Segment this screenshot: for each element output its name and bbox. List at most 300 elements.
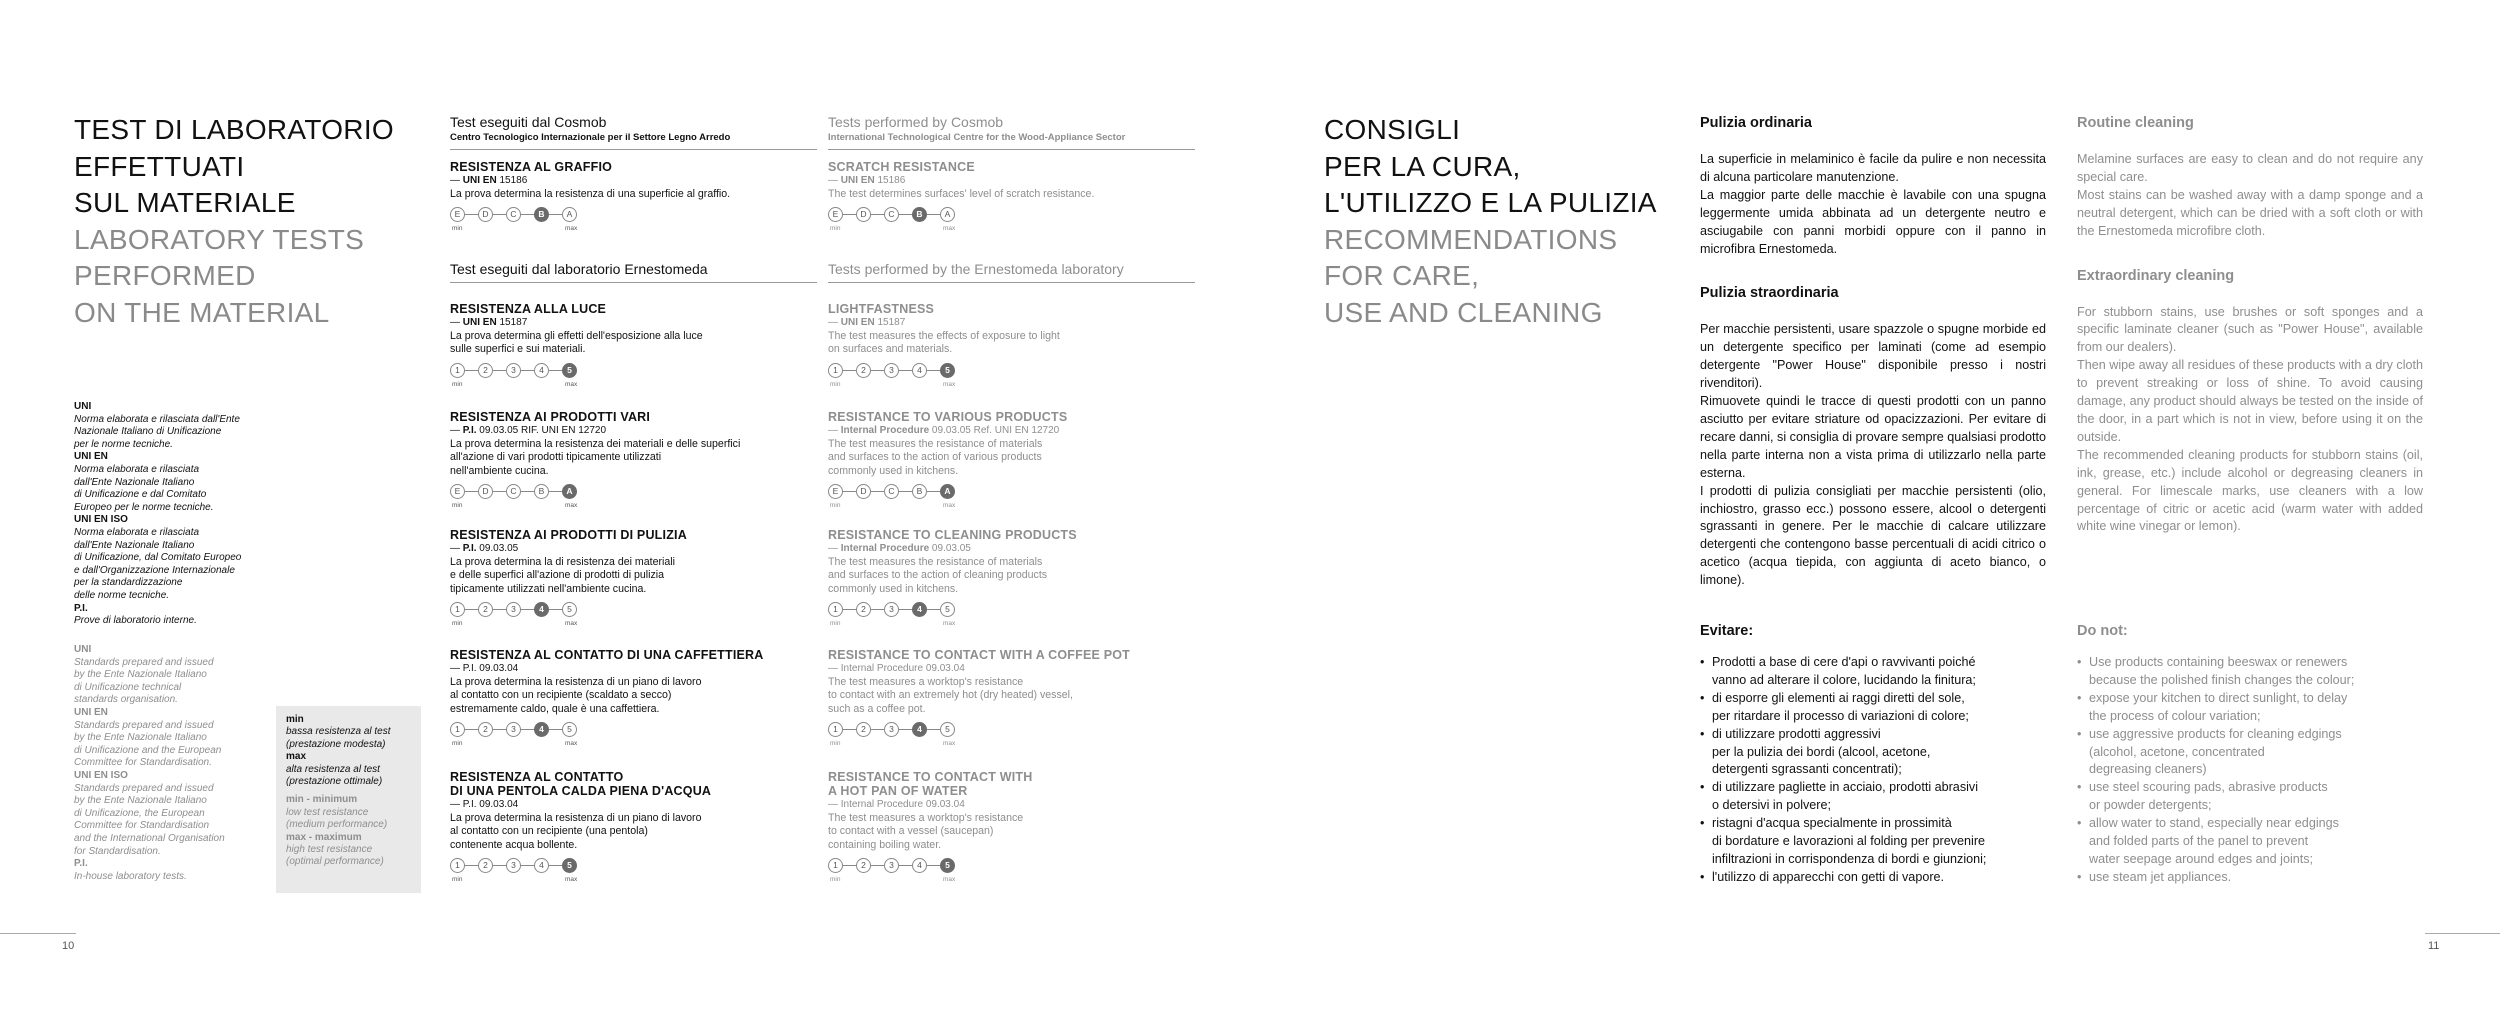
- scale-connector: [927, 370, 940, 371]
- test-title: RESISTANCE TO CONTACT WITH A COFFEE POT: [828, 648, 1131, 662]
- scale-step: C: [884, 484, 899, 499]
- minmax-desc: (prestazione ottimale): [286, 776, 383, 788]
- scale-connector: [871, 729, 884, 730]
- minmax-term: min - minimum: [286, 794, 358, 806]
- legend-term: UNI EN: [74, 706, 108, 718]
- scale-step: 2: [856, 858, 871, 873]
- hero-line-en: RECOMMENDATIONS: [1324, 223, 1618, 255]
- min-label: min: [830, 620, 841, 628]
- test-standard: — P.I. 09.03.04: [450, 663, 519, 674]
- test-title: RESISTENZA AL CONTATTO DI UNA CAFFETTIERA: [450, 648, 764, 662]
- test-description: al contatto con un recipiente (una pentola): [450, 825, 648, 838]
- scale-connector: [493, 609, 506, 610]
- hero-line: EFFETTUATI: [74, 150, 245, 182]
- paragraph: Melamine surfaces are easy to clean and do not require any special care.: [2077, 152, 2423, 184]
- section-heading: Pulizia straordinaria: [1700, 285, 1839, 302]
- test-description: to contact with an extremely hot (dry heated) vessel,: [828, 689, 1073, 702]
- section-title: Tests performed by the Ernestomeda laboratory: [828, 261, 1124, 277]
- scale-step: 1: [828, 858, 843, 873]
- scale-step-selected: 4: [534, 722, 549, 737]
- legend-desc: di Unificazione e dal Comitato: [74, 489, 207, 501]
- test-description: La prova determina la resistenza di una superficie al graffio.: [450, 187, 731, 200]
- test-standard: — UNI EN 15187: [828, 317, 906, 328]
- scale-connector: [465, 491, 478, 492]
- max-label: max: [565, 620, 578, 628]
- paragraph: Per macchie persistenti, usare spazzole o spugne morbide ed un detergente specifico per laminati (come ad esempio detergente "Power House" disponibile presso i nostri rivenditori).: [1700, 322, 2046, 391]
- bullet-text: • expose your kitchen to direct sunlight, to delay the process of colour variation;: [2089, 690, 2348, 723]
- test-standard: — UNI EN 15186: [450, 175, 528, 186]
- test-description: commonly used in kitchens.: [828, 582, 959, 595]
- legend-desc: Norma elaborata e rilasciata: [74, 526, 200, 538]
- avoid-list: [2077, 654, 2423, 887]
- scale-connector: [927, 729, 940, 730]
- scale-connector: [843, 214, 856, 215]
- bullet-item: [1700, 654, 2046, 690]
- bullet-item: [1700, 690, 2046, 726]
- lab-header-it: [450, 262, 817, 283]
- scale-connector: [871, 491, 884, 492]
- scale-step-selected: 5: [562, 858, 577, 873]
- paragraph: The recommended cleaning products for stubborn stains (oil, ink, grease, etc.) include alcohol or degreasing cleaners in general. For limescale marks, use cleaners with a low percentage of citric or acetic acid (warm water with added white wine vinegar or lemon).: [2077, 447, 2423, 534]
- paragraph: La maggior parte delle macchie è lavabile con una spugna leggermente umida abbinata ad un detergente neutro e asciugabile con panni morbidi oppure con il panno in microfibra Ernestomeda.: [1700, 187, 2046, 256]
- test-block: [828, 648, 1198, 746]
- scale-connector: [871, 865, 884, 866]
- minmax-desc: bassa resistenza al test: [286, 726, 391, 738]
- scale-step: 4: [534, 363, 549, 378]
- divider: [828, 282, 1195, 283]
- minmax-term: max - maximum: [286, 831, 362, 843]
- scale-step: 1: [450, 363, 465, 378]
- legend-desc: In-house laboratory tests.: [74, 870, 187, 882]
- legend-desc: delle norme tecniche.: [74, 589, 170, 601]
- test-standard: — P.I. 09.03.05 RIF. UNI EN 12720: [450, 425, 607, 436]
- scale-connector: [521, 865, 534, 866]
- standard-code: P.I.: [462, 543, 477, 554]
- legend-desc: Nazionale Italiano di Unificazione: [74, 426, 222, 438]
- scale-connector: [521, 214, 534, 215]
- scale-step: 1: [450, 722, 465, 737]
- scale-step: C: [506, 207, 521, 222]
- section-heading: Extraordinary cleaning: [2077, 267, 2235, 284]
- scale-step-selected: B: [912, 207, 927, 222]
- scale-connector: [871, 214, 884, 215]
- rating-scale: [450, 858, 820, 873]
- legend-desc: and the International Organisation: [74, 832, 225, 844]
- test-description: The test measures the resistance of materials: [828, 437, 1043, 450]
- paragraph: For stubborn stains, use brushes or soft sponges and a specific laminate cleaner (such as "Power House", available from our dealers).: [2077, 304, 2423, 355]
- scale-connector: [927, 214, 940, 215]
- legend-desc: Standards prepared and issued: [74, 656, 214, 668]
- scale-step: E: [828, 484, 843, 499]
- rating-scale: [450, 722, 820, 737]
- max-label: max: [943, 380, 956, 388]
- test-standard: — Internal Procedure 09.03.04: [828, 663, 965, 674]
- divider: [828, 149, 1195, 150]
- paragraph-block: [1700, 321, 2046, 590]
- scale-connector: [549, 491, 562, 492]
- bullet-item: [1700, 869, 2046, 887]
- minmax-desc: high test resistance: [286, 844, 373, 856]
- test-block: [450, 528, 820, 626]
- standard-code: UNI EN: [462, 317, 497, 328]
- min-label: min: [830, 502, 841, 510]
- legend-desc: by the Ente Nazionale Italiano: [74, 732, 207, 744]
- scale-connector: [465, 729, 478, 730]
- test-description: The test measures a worktop's resistance: [828, 675, 1024, 688]
- hero-line-en: USE AND CLEANING: [1324, 296, 1603, 328]
- legend-desc: Norma elaborata e rilasciata dall'Ente: [74, 413, 240, 425]
- scale-connector: [843, 729, 856, 730]
- scale-connector: [899, 609, 912, 610]
- rating-scale: [450, 363, 820, 378]
- scale-step-selected: A: [940, 484, 955, 499]
- scale-connector: [549, 865, 562, 866]
- scale-step: 1: [828, 602, 843, 617]
- min-label: min: [452, 740, 463, 748]
- bullet-item: [2077, 690, 2423, 726]
- scale-connector: [521, 491, 534, 492]
- max-label: max: [565, 380, 578, 388]
- paragraph: Rimuovete quindi le tracce di questi prodotti con un panno asciutto per evitare striature od opacizzazioni. Per evitare di recare danni, si consiglia di provare sempre qualsiasi prodotto nella parte interna non a vista prima di utilizzarlo nella parte esterna.: [1700, 394, 2046, 480]
- scale-min-max: [828, 222, 1198, 231]
- test-description: La prova determina la di resistenza dei materiali: [450, 555, 675, 568]
- test-description: e delle superfici all'azione di prodotti di pulizia: [450, 569, 665, 582]
- hero-line-en: LABORATORY TESTS: [74, 223, 365, 255]
- test-description: such as a coffee pot.: [828, 702, 926, 715]
- bullet-text: • Use products containing beeswax or renewers because the polished finish changes the colour;: [2089, 655, 2355, 687]
- standard-code: UNI EN: [840, 317, 875, 328]
- scale-step: B: [912, 484, 927, 499]
- min-label: min: [830, 225, 841, 233]
- standard-number: 15186: [499, 175, 528, 186]
- scale-connector: [465, 214, 478, 215]
- section-title: Test eseguiti dal laboratorio Ernestomeda: [450, 261, 708, 277]
- test-description: containing boiling water.: [828, 838, 942, 851]
- bullet-text: • use steam jet appliances.: [2089, 869, 2232, 884]
- max-label: max: [943, 502, 956, 510]
- scale-step: 5: [940, 722, 955, 737]
- legend-term: UNI: [74, 644, 92, 655]
- scale-connector: [843, 370, 856, 371]
- section-heading: Do not:: [2077, 623, 2128, 639]
- bullet-item: [2077, 779, 2423, 815]
- scale-step-selected: 5: [562, 363, 577, 378]
- bullet-item: [1700, 779, 2046, 815]
- paragraph-block: [2077, 151, 2423, 241]
- scale-step: E: [450, 207, 465, 222]
- max-label: max: [943, 620, 956, 628]
- scale-min-max: [828, 617, 1198, 626]
- bullet-item: [1700, 815, 2046, 869]
- test-description: and surfaces to the action of various products: [828, 451, 1042, 464]
- test-title: A HOT PAN OF WATER: [828, 784, 968, 798]
- scale-step: 5: [562, 722, 577, 737]
- test-block: [450, 648, 820, 746]
- test-description: La prova determina la resistenza di un piano di lavoro: [450, 675, 702, 688]
- test-description: contenente acqua bollente.: [450, 838, 578, 851]
- bullet-text: • use aggressive products for cleaning edgings (alcohol, acetone, concentrated degreasing cleaners): [2089, 726, 2342, 777]
- scale-step-selected: 4: [912, 722, 927, 737]
- minmax-desc: low test resistance: [286, 806, 369, 818]
- legend-desc: dall'Ente Nazionale Italiano: [74, 539, 195, 551]
- standard-number: Internal Procedure 09.03.04: [840, 663, 965, 674]
- paragraph: La superficie in melaminico è facile da pulire e non necessita di alcuna particolare manutenzione.: [1700, 152, 2046, 184]
- scale-connector: [549, 609, 562, 610]
- scale-connector: [899, 729, 912, 730]
- scale-step: D: [856, 484, 871, 499]
- scale-min-max: [828, 378, 1198, 387]
- legend-term: UNI EN: [74, 451, 108, 463]
- standard-number: Internal Procedure 09.03.04: [840, 799, 965, 810]
- minmax-desc: alta resistenza al test: [286, 763, 380, 775]
- scale-step: 2: [478, 722, 493, 737]
- scale-step: 2: [856, 602, 871, 617]
- max-label: max: [943, 740, 956, 748]
- test-title: DI UNA PENTOLA CALDA PIENA D'ACQUA: [450, 784, 712, 798]
- hero-line: PER LA CURA,: [1324, 150, 1521, 182]
- test-description: to contact with a vessel (saucepan): [828, 825, 994, 838]
- legend-desc: by the Ente Nazionale Italiano: [74, 669, 207, 681]
- scale-connector: [843, 609, 856, 610]
- test-description: La prova determina gli effetti dell'esposizione alla luce: [450, 329, 703, 342]
- test-title: RESISTANCE TO CONTACT WITH: [828, 770, 1033, 784]
- hero-line-en: PERFORMED: [74, 260, 256, 291]
- max-label: max: [565, 876, 578, 884]
- scale-step: 2: [856, 722, 871, 737]
- rating-scale: [828, 207, 1198, 222]
- bullet-text: • ristagni d'acqua specialmente in prossimità di bordature e lavorazioni al folding per prevenire infiltrazioni in corrispondenza di bordi e giunzioni;: [1712, 816, 1987, 866]
- scale-step: C: [884, 207, 899, 222]
- bullet-text: • di utilizzare prodotti aggressivi per la pulizia dei bordi (alcool, acetone, detergenti sgrassanti concentrati);: [1712, 726, 1931, 777]
- legend-english: [74, 644, 274, 883]
- test-title: RESISTENZA AI PRODOTTI VARI: [450, 410, 651, 424]
- scale-connector: [465, 865, 478, 866]
- scale-step-selected: A: [562, 484, 577, 499]
- scale-step-selected: 5: [940, 858, 955, 873]
- scale-step: 1: [450, 602, 465, 617]
- section-subtitle: International Technological Centre for the Wood-Appliance Sector: [828, 132, 1126, 143]
- bullet-text: • Prodotti a base di cere d'api o ravvivanti poiché vanno ad alterare il colore, lucidando la finitura;: [1712, 655, 1976, 687]
- scale-min-max: [828, 499, 1198, 508]
- test-block: [450, 770, 820, 882]
- scale-min-max: [450, 378, 820, 387]
- test-description: The test measures a worktop's resistance: [828, 811, 1024, 824]
- scale-connector: [871, 609, 884, 610]
- test-description: The test measures the effects of exposure to light: [828, 329, 1060, 342]
- left-hero-title: [74, 112, 394, 331]
- legend-italian: [74, 401, 284, 628]
- hero-line: SUL MATERIALE: [74, 187, 296, 218]
- scale-step: 2: [478, 363, 493, 378]
- min-label: min: [452, 620, 463, 628]
- bullet-item: [2077, 869, 2423, 887]
- scale-min-max: [828, 737, 1198, 746]
- scale-min-max: [450, 499, 820, 508]
- scale-step: 3: [884, 602, 899, 617]
- scale-step: 3: [506, 858, 521, 873]
- minmax-term: min: [286, 714, 304, 725]
- scale-step: 3: [506, 602, 521, 617]
- minmax-it: [286, 714, 411, 788]
- avoid-column-en: [2077, 623, 2423, 887]
- legend-desc: Committee for Standardisation.: [74, 757, 212, 769]
- section-heading: Evitare:: [1700, 623, 1754, 639]
- test-block: [450, 160, 820, 231]
- standard-code: Internal Procedure: [840, 543, 930, 554]
- scale-step: 3: [884, 858, 899, 873]
- scale-step: 1: [828, 363, 843, 378]
- test-description: The test determines surfaces' level of scratch resistance.: [828, 187, 1095, 200]
- paragraph-block: [2077, 304, 2423, 537]
- max-label: max: [943, 876, 956, 884]
- hero-line-en: ON THE MATERIAL: [74, 296, 330, 328]
- scale-min-max: [450, 222, 820, 231]
- min-label: min: [830, 876, 841, 884]
- scale-connector: [521, 609, 534, 610]
- bullet-item: [1700, 726, 2046, 780]
- scale-step: 3: [884, 722, 899, 737]
- test-standard: — Internal Procedure 09.03.04: [828, 799, 965, 810]
- test-description: al contatto con un recipiente (scaldato a secco): [450, 689, 672, 702]
- scale-step: D: [478, 207, 493, 222]
- test-block: [828, 410, 1198, 508]
- test-description: La prova determina la resistenza di un piano di lavoro: [450, 811, 702, 824]
- scale-connector: [927, 609, 940, 610]
- min-label: min: [452, 225, 463, 233]
- test-standard: — P.I. 09.03.05: [450, 543, 519, 554]
- minmax-en: [286, 794, 411, 868]
- minmax-term: max: [286, 751, 307, 763]
- rating-scale: [828, 722, 1198, 737]
- legend-desc: by the Ente Nazionale Italiano: [74, 795, 207, 807]
- minmax-desc: (medium performance): [286, 819, 388, 831]
- scale-connector: [493, 370, 506, 371]
- legend-desc: Europeo per le norme tecniche.: [74, 501, 214, 513]
- avoid-column-it: [1700, 623, 2046, 887]
- scale-connector: [493, 729, 506, 730]
- scale-connector: [465, 609, 478, 610]
- cosmob-header-en: [828, 115, 1195, 150]
- standard-number: 09.03.05 Ref. UNI EN 12720: [931, 425, 1060, 436]
- min-label: min: [452, 380, 463, 388]
- scale-step-selected: 4: [912, 602, 927, 617]
- divider: [450, 282, 817, 283]
- min-label: min: [452, 502, 463, 510]
- scale-step: 4: [534, 858, 549, 873]
- test-block: [828, 528, 1198, 626]
- scale-step: C: [506, 484, 521, 499]
- max-label: max: [565, 502, 578, 510]
- scale-step: 5: [940, 602, 955, 617]
- scale-connector: [871, 370, 884, 371]
- rating-scale: [828, 484, 1198, 499]
- standard-code: UNI EN: [840, 175, 875, 186]
- scale-connector: [927, 865, 940, 866]
- scale-step: D: [856, 207, 871, 222]
- scale-step: 1: [450, 858, 465, 873]
- legend-desc: Committee for Standardisation: [74, 820, 210, 832]
- hero-line-en: FOR CARE,: [1324, 260, 1480, 291]
- page-number-right: 11: [2428, 940, 2440, 952]
- scale-step: 3: [884, 363, 899, 378]
- section-heading: Routine cleaning: [2077, 115, 2194, 131]
- scale-connector: [927, 491, 940, 492]
- max-label: max: [565, 740, 578, 748]
- paragraph: I prodotti di pulizia consigliati per macchie persistenti (olio, inchiostro, grasso ecc.) possono essere, alcool o detergenti sgrassanti in genere. Per le macchie di calcare utilizzare detergenti che contengono basse percentuali di acidi citrico o acetico (acqua tiepida, con aggiunta di aceto bianco, o limone).: [1700, 483, 2046, 588]
- standard-number: 09.03.05: [479, 543, 519, 554]
- bullet-text: • allow water to stand, especially near edgings and folded parts of the panel to prevent water seepage around edges and joints;: [2089, 816, 2339, 866]
- test-title: RESISTENZA ALLA LUCE: [450, 302, 607, 316]
- paragraph: Then wipe away all residues of these products with a dry cloth to prevent streaking or loss of shine. To avoid causing damage, any product should always be tested on the inside of the door, in a part which is not in view, before using it on the outside.: [2077, 358, 2423, 444]
- min-label: min: [830, 740, 841, 748]
- scale-connector: [843, 865, 856, 866]
- standard-number: 09.03.05 RIF. UNI EN 12720: [479, 425, 607, 436]
- test-description: tipicamente utilizzati nell'ambiente cucina.: [450, 582, 647, 595]
- paragraph-block: [1700, 151, 2046, 258]
- legend-desc: di Unificazione, dal Comitato Europeo: [74, 552, 242, 564]
- test-standard: — P.I. 09.03.04: [450, 799, 519, 810]
- standard-number: P.I. 09.03.04: [462, 663, 519, 674]
- legend-term: UNI EN ISO: [74, 769, 128, 781]
- section-subtitle: Centro Tecnologico Internazionale per il Settore Legno Arredo: [450, 132, 731, 143]
- test-title: RESISTENZA AL GRAFFIO: [450, 160, 613, 174]
- test-standard: — UNI EN 15186: [828, 175, 906, 186]
- paragraph: Most stains can be washed away with a damp sponge and a neutral detergent, which can be dried with a soft cloth or with the Ernestomeda microfibre cloth.: [2077, 187, 2423, 238]
- rating-scale: [828, 858, 1198, 873]
- test-title: RESISTANCE TO CLEANING PRODUCTS: [828, 528, 1077, 542]
- legend-term: P.I.: [74, 858, 88, 870]
- rating-scale: [450, 602, 820, 617]
- rating-scale: [828, 363, 1198, 378]
- scale-connector: [493, 491, 506, 492]
- legend-desc: for Standardisation.: [74, 845, 161, 857]
- scale-step-selected: 5: [940, 363, 955, 378]
- scale-min-max: [828, 873, 1198, 882]
- scale-connector: [549, 729, 562, 730]
- test-description: and surfaces to the action of cleaning products: [828, 569, 1048, 582]
- bullet-text: • di utilizzare pagliette in acciaio, prodotti abrasivi o detersivi in polvere;: [1712, 780, 1979, 813]
- hero-line: L'UTILIZZO E LA PULIZIA: [1324, 187, 1657, 218]
- scale-step: A: [940, 207, 955, 222]
- avoid-list: [1700, 654, 2046, 887]
- rating-scale: [450, 484, 820, 499]
- scale-connector: [549, 370, 562, 371]
- bullet-item: [2077, 726, 2423, 780]
- scale-connector: [843, 491, 856, 492]
- footer-rule-right: [2425, 933, 2500, 934]
- test-title: RESISTENZA AL CONTATTO: [450, 770, 624, 784]
- test-title: RESISTANCE TO VARIOUS PRODUCTS: [828, 410, 1068, 424]
- page-number-left: 10: [62, 940, 75, 952]
- test-description: nell'ambiente cucina.: [450, 464, 549, 477]
- right-hero-title: [1324, 112, 1657, 331]
- scale-step: 4: [912, 858, 927, 873]
- legend-desc: di Unificazione technical: [74, 681, 182, 693]
- legend-desc: di Unificazione, the European: [74, 807, 205, 819]
- min-label: min: [830, 380, 841, 388]
- legend-term: UNI: [74, 401, 92, 412]
- divider: [450, 149, 817, 150]
- scale-step: 1: [828, 722, 843, 737]
- bullet-text: • l'utilizzo di apparecchi con getti di vapore.: [1712, 869, 1945, 884]
- scale-min-max: [450, 873, 820, 882]
- legend-desc: per la standardizzazione: [74, 577, 183, 589]
- scale-connector: [899, 865, 912, 866]
- min-max-legend-box: [276, 706, 421, 893]
- hero-line: TEST DI LABORATORIO: [74, 114, 394, 145]
- min-label: min: [452, 876, 463, 884]
- max-label: max: [565, 225, 578, 233]
